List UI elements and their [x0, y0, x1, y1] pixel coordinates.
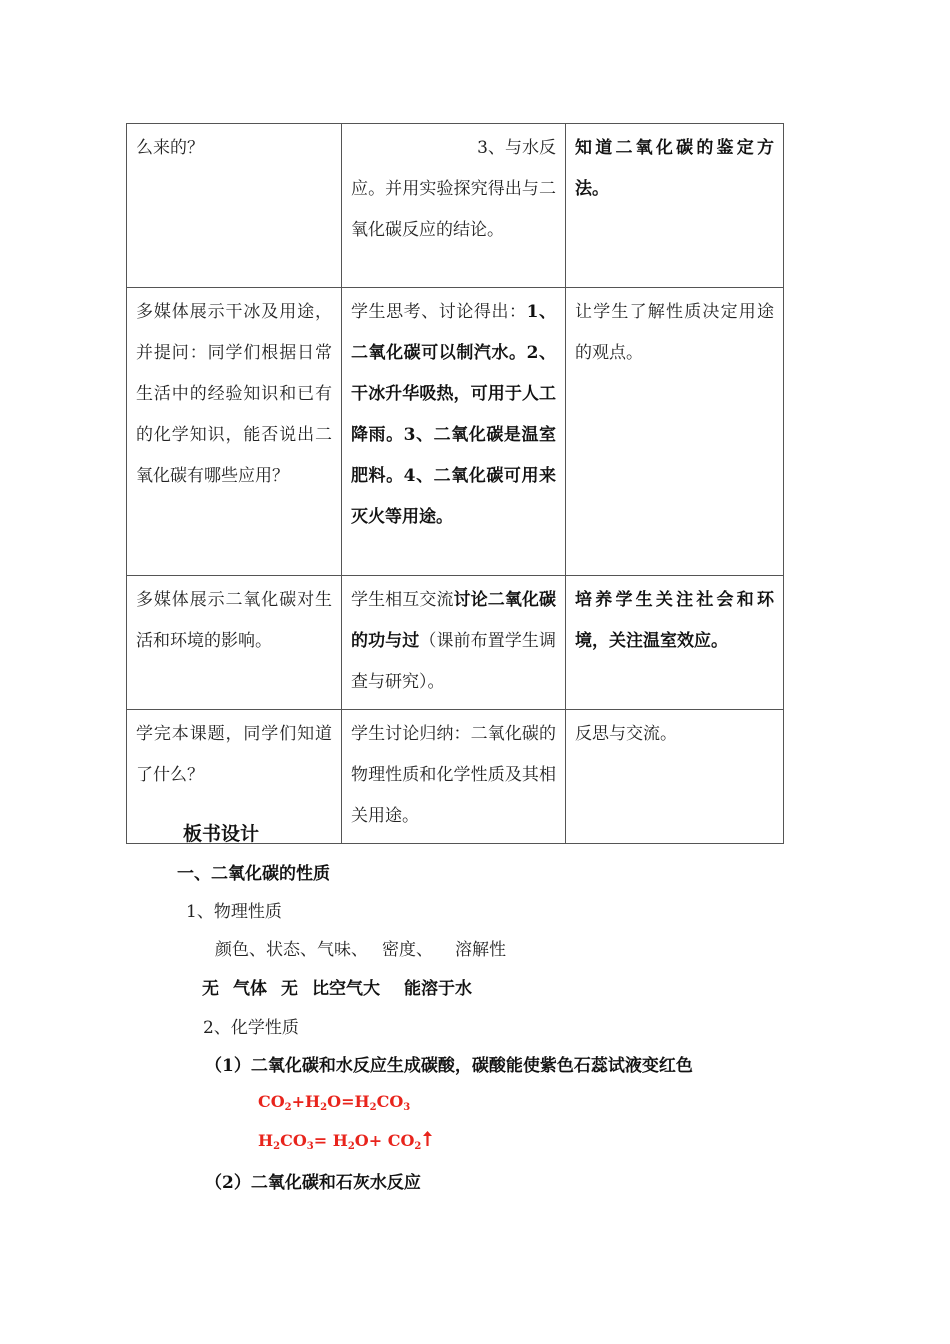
student-lead-text: 学生相互交流 [351, 590, 454, 610]
section-heading: 一、二氧化碳的性质 [177, 864, 330, 884]
student-bold-text: 讨论二氧化碳的功与过 [351, 590, 557, 651]
eq-sub: 2 [273, 1141, 281, 1152]
teacher-text: 多媒体展示干冰及用途，并提问：同学们根据日常生活中的经验知识和已有的化学知识，能否说出二氧化碳有哪些应用？ [136, 302, 332, 486]
student-activity-cell [342, 710, 566, 844]
student-activity-cell [342, 288, 566, 576]
value-solubility: 能溶于水 [404, 979, 472, 999]
prop-density: 密度、 [382, 940, 433, 960]
student-text: （课前布置学生调查与研究）。 [351, 631, 557, 692]
intent-text: 让学生了解性质决定用途的观点。 [575, 302, 774, 363]
eq-sub: 2 [284, 1102, 292, 1113]
eq-part: O+ CO [354, 1131, 415, 1150]
value-density: 比空气大 [312, 979, 380, 999]
eq-sub: 2 [414, 1141, 422, 1152]
student-activity-cell [342, 576, 566, 710]
student-text: 应。并用实验探究得出与二氧化碳反应的结论。 [351, 179, 556, 240]
eq-sub: 3 [306, 1141, 314, 1152]
prop-odor: 气味、 [317, 940, 368, 960]
value-color: 无 [202, 979, 219, 999]
design-intent-cell [566, 288, 784, 576]
teacher-activity-cell [127, 288, 342, 576]
teacher-text: 么来的？ [136, 138, 204, 158]
design-intent-cell [566, 124, 784, 288]
student-activity-cell [342, 124, 566, 288]
chemical-property-2: （2）二氧化碳和石灰水反应 [205, 1173, 421, 1193]
prop-state: 状态、 [266, 940, 317, 960]
intent-text: 知道二氧化碳的鉴定方法。 [575, 138, 774, 199]
eq-sub: 2 [320, 1102, 328, 1113]
design-intent-cell [566, 576, 784, 710]
eq-sub: 3 [403, 1102, 411, 1113]
eq-part: O=H [327, 1092, 370, 1111]
teacher-text: 学完本课题，同学们知道了什么？ [136, 724, 332, 785]
board-design-title: 板书设计 [183, 823, 260, 845]
student-text: 1、二氧化碳可以制汽水。2、干冰升华吸热，可用于人工降雨。3、二氧化碳是温室肥料。4、二氧化碳可用来灭火等用途。 [351, 302, 556, 527]
eq-part: CO [376, 1092, 404, 1111]
prop-solubility: 溶解性 [455, 940, 506, 960]
eq-part: = H [313, 1131, 348, 1150]
table-row [127, 288, 784, 576]
intent-text: 培养学生关注社会和环境，关注温室效应。 [575, 590, 774, 651]
design-intent-cell [566, 710, 784, 844]
student-text: 学生讨论归纳：二氧化碳的物理性质和化学性质及其相关用途。 [351, 724, 556, 826]
value-state: 气体 [233, 979, 267, 999]
eq-part: CO [258, 1092, 285, 1111]
teacher-text: 多媒体展示二氧化碳对生活和环境的影响。 [136, 590, 332, 651]
table-row [127, 124, 784, 288]
intent-text: 反思与交流。 [575, 724, 677, 744]
teacher-activity-cell [127, 124, 342, 288]
eq-part: CO [280, 1131, 307, 1150]
physical-properties-heading: 1、物理性质 [186, 902, 282, 922]
equation-1 [258, 1092, 410, 1113]
prop-color: 颜色、 [215, 940, 266, 960]
teacher-activity-cell [127, 576, 342, 710]
gas-arrow-icon [423, 1131, 432, 1146]
eq-sub: 2 [347, 1141, 355, 1152]
value-odor: 无 [281, 979, 298, 999]
physical-values-list [202, 974, 472, 999]
eq-sub: 2 [369, 1102, 377, 1113]
table-row [127, 576, 784, 710]
lesson-table [126, 123, 784, 844]
equation-2 [258, 1131, 432, 1152]
chemical-properties-heading: 2、化学性质 [203, 1018, 299, 1038]
chemical-property-1: （1）二氧化碳和水反应生成碳酸，碳酸能使紫色石蕊试液变红色 [205, 1056, 693, 1076]
student-lead-text: 3、与水反 [477, 138, 556, 158]
physical-properties-list [215, 935, 506, 960]
eq-part: +H [291, 1092, 321, 1111]
student-lead-text: 学生思考、讨论得出： [351, 302, 527, 322]
eq-part: H [258, 1131, 274, 1150]
